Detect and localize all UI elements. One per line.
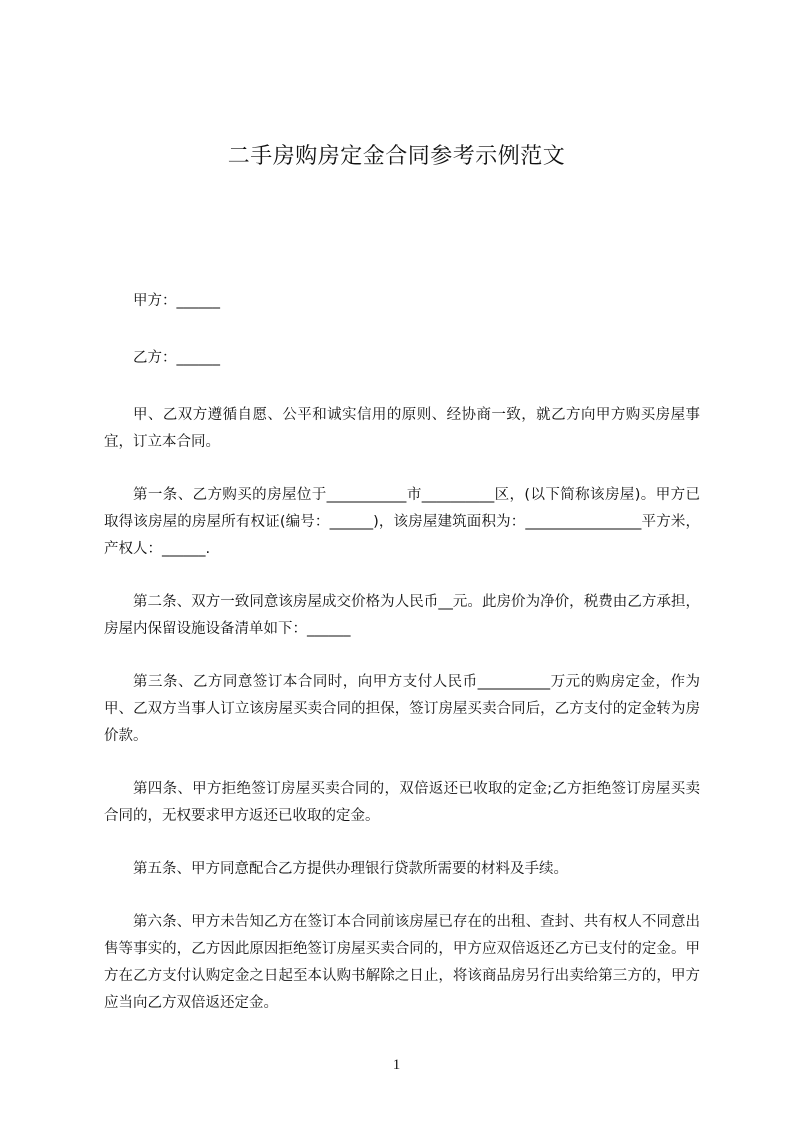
article-6: 第六条、甲方未告知乙方在签订本合同前该房屋已存在的出租、查封、共有权人不同意出售等事实的，乙方因此原因拒绝签订房屋买卖合同的，甲方应双倍返还乙方已支付的定金。甲方在乙方支付认购定金之日起至本认购书解除之日止，将该商品房另行出卖给第三方的，甲方应当向乙方双倍返还定金。 — [104, 914, 700, 1011]
article-3: 第三条、乙方同意签订本合同时，向甲方支付人民币__________万元的购房定金，作为甲、乙双方当事人订立该房屋买卖合同的担保，签订房屋买卖合同后，乙方支付的定金转为房价款。 — [104, 674, 700, 744]
document-title: 二手房购房定金合同参考示例范文 — [227, 144, 566, 169]
document-body — [104, 288, 700, 1043]
party-a-line: 甲方：______ — [133, 293, 220, 309]
article-4: 第四条、甲方拒绝签订房屋买卖合同的，双倍返还已收取的定金;乙方拒绝签订房屋买卖合同的，无权要求甲方返还已收取的定金。 — [104, 781, 700, 824]
article-1: 第一条、乙方购买的房屋位于___________市__________区，(以下简称该房屋)。甲方已取得该房屋的房屋所有权证(编号：______)，该房屋建筑面积为：________________平方米，产权人：______. — [104, 487, 700, 557]
party-b-line: 乙方：______ — [133, 350, 220, 366]
article-2: 第二条、双方一致同意该房屋成交价格为人民币__元。此房价为净价，税费由乙方承担，房屋内保留设施设备清单如下：______ — [104, 594, 700, 637]
article-5: 第五条、甲方同意配合乙方提供办理银行贷款所需要的材料及手续。 — [133, 861, 568, 877]
page-number: 1 — [392, 1057, 401, 1073]
preamble-paragraph: 甲、乙双方遵循自愿、公平和诚实信用的原则、经协商一致，就乙方向甲方购买房屋事宜，订立本合同。 — [104, 407, 700, 450]
